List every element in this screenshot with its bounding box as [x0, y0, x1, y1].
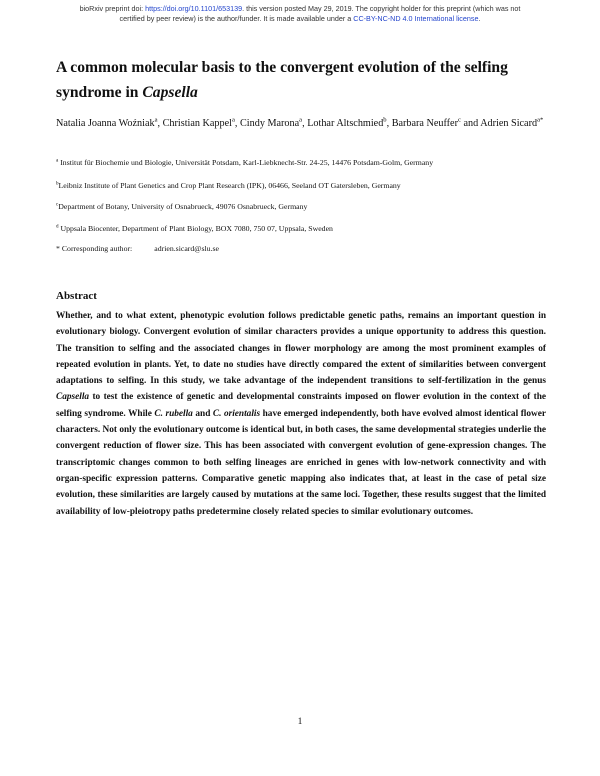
author-separator: , — [157, 118, 163, 129]
affiliation-c — [56, 202, 546, 212]
affiliation-mark: d — [56, 223, 59, 230]
preprint-header — [0, 4, 600, 23]
page-number: 1 — [297, 717, 303, 727]
author-affiliation-mark: a* — [537, 116, 544, 124]
author-separator: , — [302, 118, 308, 129]
affiliation-mark: c — [56, 201, 59, 208]
corresponding-author — [56, 244, 546, 254]
header-suffix-text: . this version posted May 29, 2019. The copyright holder for this preprint (which was not — [242, 4, 521, 13]
affiliation-text: Leibniz Institute of Plant Genetics and Crop Plant Research (IPK), 06466, Seeland OT Gatersleben, Germany — [58, 181, 401, 190]
author — [240, 118, 307, 129]
license-link[interactable]: CC-BY-NC-ND 4.0 International license — [353, 13, 479, 23]
author-name: Cindy Marona — [240, 118, 300, 129]
abstract-text-3: and — [192, 408, 213, 419]
author-affiliation-mark: c — [457, 116, 461, 124]
header-line2-text: certified by peer review) is the author/funder. It is made available under a — [119, 13, 354, 23]
affiliation-text: Uppsala Biocenter, Department of Plant Biology, BOX 7080, 750 07, Uppsala, Sweden — [58, 224, 333, 233]
author — [163, 118, 240, 129]
author — [56, 118, 163, 129]
header-prefix-text: bioRxiv preprint doi: — [79, 4, 146, 13]
author-name: Christian Kappel — [162, 118, 232, 129]
abstract-text-2: to test the existence of genetic and developmental constraints imposed on flower evolution in the context of the selfing syndrome. While — [56, 392, 546, 419]
author-affiliation-mark: a — [154, 116, 158, 124]
affiliation-text: Department of Botany, University of Osnabrueck, 49076 Osnabrueck, Germany — [58, 202, 308, 211]
corresponding-author-email: adrien.sicard@slu.se — [154, 244, 220, 253]
doi-link[interactable]: https://doi.org/10.1101/653139 — [145, 4, 243, 13]
author-affiliation-mark: a — [299, 116, 303, 124]
header-line-1 — [0, 4, 600, 14]
title-main-text: A common molecular basis to the convergent evolution of the selfing syndrome in — [56, 59, 508, 101]
affiliation-mark: b — [56, 180, 59, 187]
abstract-italic-orientalis: C. orientalis — [212, 408, 261, 419]
affiliation-d — [56, 224, 546, 234]
author-name: Natalia Joanna Woźniak — [56, 118, 155, 129]
header-line2-suffix: . — [478, 13, 481, 23]
header-line-2 — [0, 14, 600, 24]
author — [392, 118, 480, 129]
author-name: Barbara Neuffer — [391, 118, 458, 129]
abstract-text-1: Whether, and to what extent, phenotypic evolution follows predictable genetic paths, remains an important question in evolutionary biology. Convergent evolution of similar characters provides a unique opportunity to address this question. The transition to selfing and the associated changes in flower morphology are among the most prominent examples of repeated evolution in plants. Yet, to date no studies have directly compared the extent of similarities between convergent adaptations to selfing. In this study, we take advantage of the independent transitions to self-fertilization in the genus — [56, 311, 546, 387]
author — [307, 118, 392, 129]
author-affiliation-mark: a — [231, 116, 235, 124]
title-genus-italic: Capsella — [142, 84, 198, 101]
author-separator: , — [234, 118, 240, 129]
affiliation-a — [56, 158, 546, 168]
author-separator: , — [386, 118, 392, 129]
author — [480, 118, 543, 129]
abstract-heading: Abstract — [56, 290, 97, 302]
abstract-italic-capsella: Capsella — [56, 392, 90, 403]
corresponding-author-label: * Corresponding author: — [56, 244, 133, 253]
affiliation-text: Institut für Biochemie und Biologie, Universität Potsdam, Karl-Liebknecht-Str. 24-25, 14476 Potsdam-Golm, Germany — [58, 158, 434, 167]
paper-title — [56, 55, 546, 105]
abstract-text-4: have emerged independently, both have evolved almost identical flower characters. Not only the evolutionary outcome is identical but, in both cases, the same developmental strategies underlie the convergent reduction of flower size. This has been associated with convergent evolution of gene-expression changes. The transcriptomic changes common to both selfing lineages are enriched in genes with low-network connectivity and with organ-specific expression patterns. Comparative genetic mapping also indicates that, at least in the case of petal size evolution, these similarities are largely caused by mutations at the same loci. Together, these results suggest that the limited availability of low-pleiotropy paths predetermine closely related species to similar evolutionary outcomes. — [56, 408, 546, 517]
author-affiliation-mark: b — [383, 116, 387, 124]
author-list — [56, 116, 546, 132]
author-name: Adrien Sicard — [480, 118, 538, 129]
author-separator: and — [460, 118, 481, 129]
abstract-body — [56, 308, 546, 520]
author-name: Lothar Altschmied — [307, 118, 384, 129]
abstract-italic-rubella: C. rubella — [154, 408, 193, 419]
affiliation-b — [56, 181, 546, 191]
affiliation-mark: a — [56, 157, 59, 164]
